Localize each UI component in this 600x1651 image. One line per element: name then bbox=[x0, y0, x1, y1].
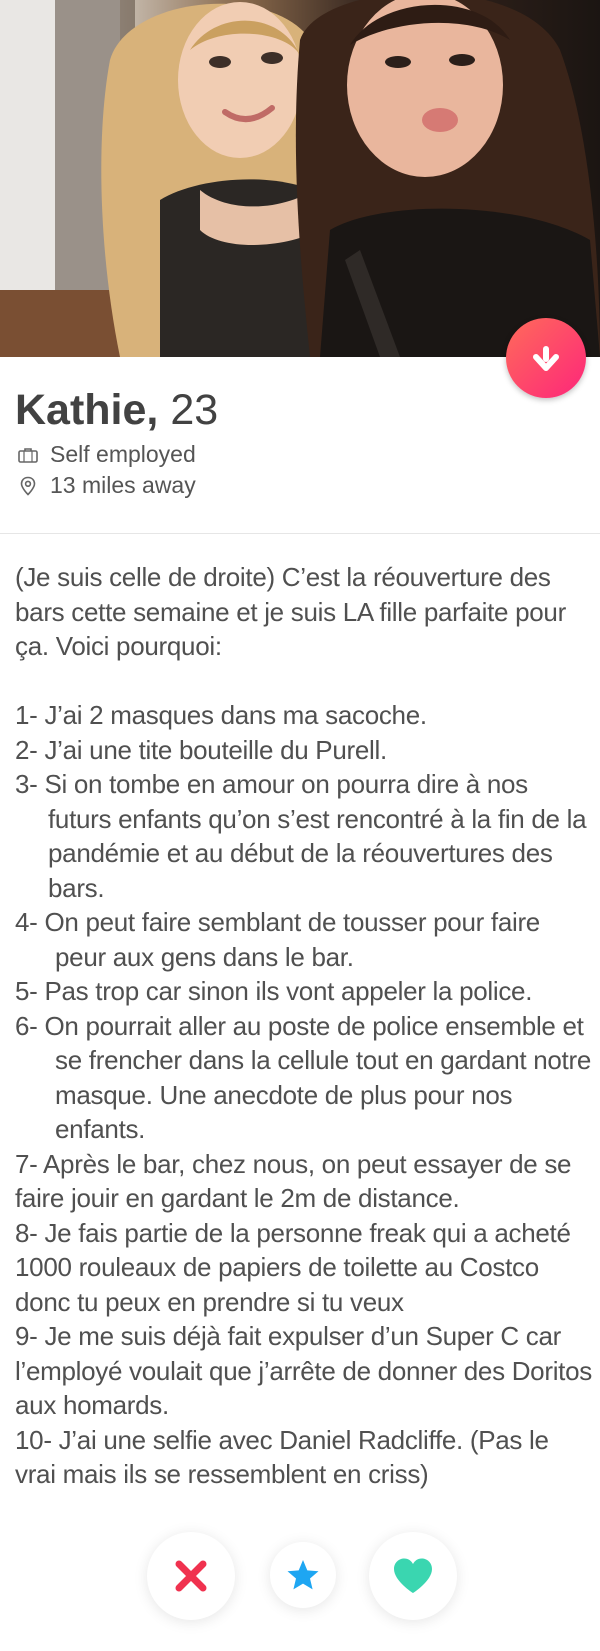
x-icon bbox=[171, 1556, 211, 1596]
job-line bbox=[18, 439, 585, 470]
briefcase-icon bbox=[18, 447, 38, 463]
location-pin-icon bbox=[18, 476, 38, 496]
profile-photo[interactable] bbox=[0, 0, 600, 357]
super-like-button[interactable] bbox=[270, 1542, 336, 1608]
bio-list-item: 4- On peut faire semblant de tousser pour faire peur aux gens dans le bar. bbox=[15, 907, 540, 972]
bio-list-item: 8- Je fais partie de la personne freak qui a acheté 1000 rouleaux de papiers de toilette au Costco donc tu peux en prendre si tu veux bbox=[15, 1217, 571, 1317]
star-icon bbox=[286, 1558, 320, 1592]
bio-list-item: 2- J’ai une tite bouteille du Purell. bbox=[15, 734, 387, 765]
heart-icon bbox=[392, 1557, 434, 1595]
profile-header bbox=[15, 385, 585, 501]
bio-list-item: 9- Je me suis déjà fait expulser d’un Super C car l’employé voulait que j’arrête de donner des Doritos aux homards. bbox=[15, 1321, 592, 1420]
name-age-line bbox=[15, 385, 585, 435]
bio-list-item: 6- On pourrait aller au poste de police ensemble et se frencher dans la cellule tout en gardant notre masque. Une anecdote de plus pour nos enfants. bbox=[15, 1010, 591, 1144]
job-text: Self employed bbox=[50, 441, 196, 467]
action-bar bbox=[0, 1532, 600, 1651]
bio-list-item: 10- J’ai une selfie avec Daniel Radcliffe. (Pas le vrai mais ils se ressemblent en criss) bbox=[15, 1424, 549, 1489]
arrow-down-icon bbox=[531, 343, 561, 373]
like-button[interactable] bbox=[369, 1532, 457, 1620]
bio-spacer bbox=[15, 664, 595, 699]
distance-text: 13 miles away bbox=[50, 472, 196, 498]
photo-illustration bbox=[0, 0, 600, 357]
section-divider bbox=[0, 533, 600, 534]
bio-text bbox=[15, 560, 595, 1492]
bio-list-item: 1- J’ai 2 masques dans ma sacoche. bbox=[15, 700, 427, 730]
distance-line bbox=[18, 470, 585, 501]
nope-button[interactable] bbox=[147, 1532, 235, 1620]
bio-intro: (Je suis celle de droite) C’est la réouverture des bars cette semaine et je suis LA fille parfaite pour ça. Voici pourquoi: bbox=[15, 562, 566, 661]
bio-list-item: 7- Après le bar, chez nous, on peut essayer de se faire jouir en gardant le 2m de distance. bbox=[15, 1148, 572, 1213]
bio-list-item: 5- Pas trop car sinon ils vont appeler la police. bbox=[15, 976, 533, 1006]
profile-name: Kathie, bbox=[15, 386, 159, 434]
bio-list-item: 3- Si on tombe en amour on pourra dire à nos futurs enfants qu’on s’est rencontré à la fin de la pandémie et au début de la réouvertures des bars. bbox=[15, 769, 587, 903]
profile-age: 23 bbox=[170, 386, 219, 434]
